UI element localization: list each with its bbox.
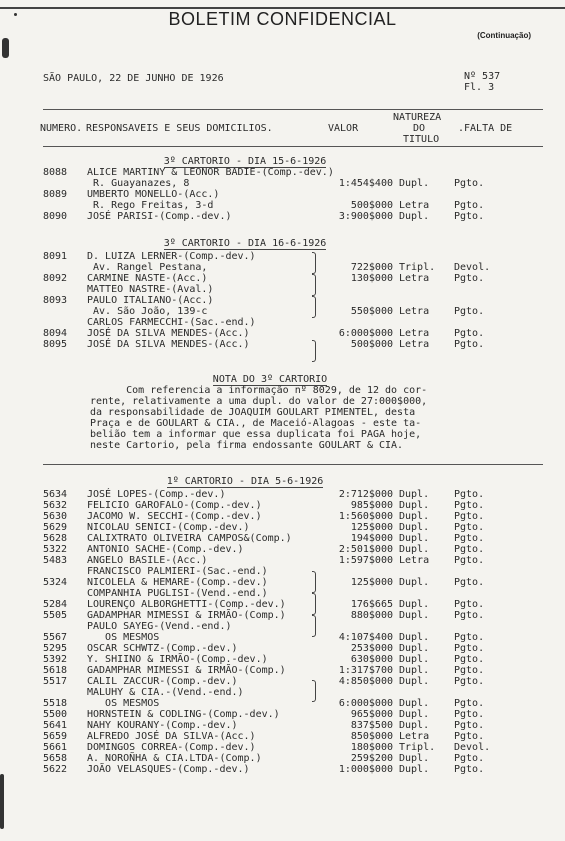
- record-number: 8094: [43, 328, 68, 339]
- record-number: 5630: [43, 511, 68, 522]
- table-row: [0, 654, 565, 665]
- responsible-party: UMBERTO MONELLO-(Acc.): [87, 189, 220, 200]
- protest-reason: Pgto.: [454, 489, 485, 500]
- grouping-brace: [312, 680, 316, 702]
- table-row: [0, 566, 565, 577]
- protest-reason: Pgto.: [454, 522, 485, 533]
- record-number: 8091: [43, 251, 68, 262]
- table-row: [0, 189, 565, 200]
- column-numero: NUMERO.: [40, 123, 83, 134]
- note-line: da responsabilidade de JOAQUIM GOULART PIMENTEL, desta: [90, 407, 416, 418]
- header-rule-top: [43, 109, 543, 110]
- grouping-brace: [312, 571, 316, 593]
- table-row: [0, 643, 565, 654]
- table-row: [0, 577, 565, 588]
- protest-reason: Pgto.: [454, 753, 485, 764]
- amount: 130$000: [350, 273, 393, 284]
- record-number: 8093: [43, 295, 68, 306]
- top-border: [0, 0, 565, 9]
- record-number: 5505: [43, 610, 68, 621]
- record-number: 5628: [43, 533, 68, 544]
- record-number: 5517: [43, 676, 68, 687]
- table-row: [0, 211, 565, 222]
- protest-reason: Pgto.: [454, 698, 485, 709]
- responsible-party: ALFREDO JOSÉ DA SILVA-(Acc.): [87, 731, 256, 742]
- amount: 2:712$000: [338, 489, 393, 500]
- header-rule-bottom: [43, 146, 543, 147]
- protest-reason: Devol.: [454, 742, 491, 753]
- table-row: [0, 676, 565, 687]
- record-number: 8095: [43, 339, 68, 350]
- record-number: 5641: [43, 720, 68, 731]
- protest-reason: Pgto.: [454, 720, 485, 731]
- amount: 1:317$700: [338, 665, 393, 676]
- responsible-party: JOSÉ PARISI-(Comp.-dev.): [87, 211, 232, 222]
- column-valor: VALOR: [328, 123, 359, 134]
- table-row: [0, 178, 565, 189]
- title-type: Dupl.: [399, 533, 430, 544]
- table-row: [0, 742, 565, 753]
- amount: 965$000: [350, 709, 393, 720]
- record-number: 5618: [43, 665, 68, 676]
- binding-mark: [2, 38, 9, 58]
- responsible-party: JOÃO VELASQUES-(Comp.-dev.): [87, 764, 250, 775]
- page-title: BOLETIM CONFIDENCIAL: [168, 9, 397, 29]
- amount: 850$000: [350, 731, 393, 742]
- column-falta: .FALTA DE: [458, 123, 513, 134]
- responsible-party: COMPANHIA PUGLISI-(Vend.-end.): [87, 588, 268, 599]
- note-line: rente, relativamente a uma dupl. do valor de 27:000$000,: [90, 396, 428, 407]
- amount: 2:501$000: [338, 544, 393, 555]
- column-natureza-1: NATUREZA: [393, 112, 442, 123]
- protest-reason: Pgto.: [454, 211, 485, 222]
- table-row: [0, 284, 565, 295]
- record-number: 8090: [43, 211, 68, 222]
- responsible-party: GADAMPHAR MIMESSI & IRMÃO-(Comp.): [87, 610, 286, 621]
- responsible-party: FRANCISCO PALMIERI-(Sac.-end.): [87, 566, 268, 577]
- protest-reason: Pgto.: [454, 709, 485, 720]
- ink-dot: [14, 13, 17, 16]
- responsible-party: PAULO SAYEG-(Vend.-end.): [87, 621, 232, 632]
- title-type: Dupl.: [399, 632, 430, 643]
- note-line: belião tem a informar que essa duplicata foi PAGA hoje,: [90, 429, 422, 440]
- responsible-party: GADAMPHAR MIMESSI & IRMÃO-(Comp.): [87, 665, 286, 676]
- responsible-party: CARMINE NASTE-(Acc.): [87, 273, 208, 284]
- responsible-party: OSCAR SCHWTZ-(Comp.-dev.): [87, 643, 238, 654]
- responsible-party: LOURENÇO ALBORGHETTI-(Comp.-dev.): [87, 599, 286, 610]
- title-type: Dupl.: [399, 753, 430, 764]
- table-row: [0, 588, 565, 599]
- title-type: Dupl.: [399, 764, 430, 775]
- title-type: Letra: [399, 200, 430, 211]
- grouping-brace: [312, 296, 316, 318]
- protest-reason: Pgto.: [454, 511, 485, 522]
- table-row: [0, 251, 565, 262]
- record-number: 5632: [43, 500, 68, 511]
- table-row: [0, 555, 565, 566]
- continuation-label: (Continuação): [477, 31, 531, 40]
- section-heading-3-cartorio-15-text: 3º CARTORIO - DIA 15-6-1926: [163, 156, 327, 167]
- responsible-party: HORNSTEIN & CODLING-(Comp.-dev.): [87, 709, 280, 720]
- table-row: [0, 489, 565, 500]
- table-row: [0, 731, 565, 742]
- title-type: Dupl.: [399, 500, 430, 511]
- city-date: SÃO PAULO, 22 DE JUNHO DE 1926: [43, 73, 224, 84]
- title-type: Dupl.: [399, 544, 430, 555]
- title-type: Letra: [399, 731, 430, 742]
- amount: 630$000: [350, 654, 393, 665]
- responsible-party: R. Rego Freitas, 3-d: [87, 200, 214, 211]
- note-line: neste Cartorio, pela firma endossante GOULART & CIA.: [90, 440, 404, 451]
- protest-reason: Pgto.: [454, 178, 485, 189]
- record-number: 5567: [43, 632, 68, 643]
- responsible-party: CALIL ZACCUR-(Comp.-dev.): [87, 676, 238, 687]
- table-row: [0, 317, 565, 328]
- title-type: Dupl.: [399, 211, 430, 222]
- column-responsaveis: RESPONSAVEIS E SEUS DOMICILIOS.: [86, 123, 273, 134]
- responsible-party: A. NOROÑHA & CIA.LTDA-(Comp.): [87, 753, 262, 764]
- record-number: 8088: [43, 167, 68, 178]
- note-block: [90, 374, 510, 451]
- amount: 722$000: [350, 262, 393, 273]
- protest-reason: Pgto.: [454, 654, 485, 665]
- table-row: [0, 632, 565, 643]
- amount: 1:560$000: [338, 511, 393, 522]
- section-heading-3-cartorio-15: [60, 156, 430, 167]
- protest-reason: Pgto.: [454, 577, 485, 588]
- protest-reason: Pgto.: [454, 764, 485, 775]
- amount: 125$000: [350, 522, 393, 533]
- note-line: Praça e de GOULART & CIA., de Maceió-Alagoas - este ta-: [90, 418, 422, 429]
- responsible-party: NAHY KOURANY-(Comp.-dev.): [87, 720, 238, 731]
- note-heading: NOTA DO 3º CARTORIO: [212, 374, 328, 385]
- amount: 880$000: [350, 610, 393, 621]
- amount: 550$000: [350, 306, 393, 317]
- responsible-party: NICOLELA & HEMARE-(Comp.-dev.): [87, 577, 268, 588]
- record-number: 8092: [43, 273, 68, 284]
- amount: 985$000: [350, 500, 393, 511]
- responsible-party: OS MESMOS: [87, 632, 160, 643]
- column-natureza-2: DO: [413, 123, 426, 134]
- table-row: [0, 544, 565, 555]
- table-row: [0, 306, 565, 317]
- table-row: [0, 720, 565, 731]
- table-row: [0, 511, 565, 522]
- section-heading-1-cartorio-5-text: 1º CARTORIO - DIA 5-6-1926: [166, 476, 324, 487]
- table-row: [0, 687, 565, 698]
- record-number: 5295: [43, 643, 68, 654]
- note-text: [90, 385, 510, 451]
- table-row: [0, 328, 565, 339]
- record-number: 5483: [43, 555, 68, 566]
- title-type: Dupl.: [399, 676, 430, 687]
- grouping-brace: [312, 615, 316, 637]
- title-type: Tripl.: [399, 742, 436, 753]
- responsible-party: D. LUIZA LERNER-(Comp.-dev.): [87, 251, 256, 262]
- section-heading-3-cartorio-16: [60, 238, 430, 249]
- sheet-number: Fl. 3: [464, 82, 495, 93]
- responsible-party: OS MESMOS: [87, 698, 160, 709]
- protest-reason: Pgto.: [454, 643, 485, 654]
- protest-reason: Pgto.: [454, 273, 485, 284]
- protest-reason: Pgto.: [454, 339, 485, 350]
- table-row: [0, 665, 565, 676]
- title-type: Letra: [399, 306, 430, 317]
- note-line: Com referencia a informação nº 8029, de 12 do cor-: [90, 385, 428, 396]
- responsible-party: DOMINGOS CORREA-(Comp.-dev.): [87, 742, 256, 753]
- title-type: Dupl.: [399, 709, 430, 720]
- table-row: [0, 522, 565, 533]
- protest-reason: Pgto.: [454, 632, 485, 643]
- responsible-party: Av. São João, 139-c: [87, 306, 208, 317]
- responsible-party: JOSÉ LOPES-(Comp.-dev.): [87, 489, 226, 500]
- column-natureza-3: TITULO: [403, 134, 440, 145]
- record-number: 5322: [43, 544, 68, 555]
- protest-reason: Pgto.: [454, 200, 485, 211]
- title-type: Dupl.: [399, 599, 430, 610]
- responsible-party: ALICE MARTINY & LEONOR BADIE-(Comp.-dev.): [87, 167, 334, 178]
- record-number: 5518: [43, 698, 68, 709]
- amount: 253$000: [350, 643, 393, 654]
- binding-mark-bottom: [0, 774, 4, 829]
- responsible-party: JACOMO W. SECCHI-(Comp.-dev.): [87, 511, 262, 522]
- amount: 3:900$000: [338, 211, 393, 222]
- record-number: 5629: [43, 522, 68, 533]
- responsible-party: R. Guayanazes, 8: [87, 178, 190, 189]
- title-type: Tripl.: [399, 262, 436, 273]
- title-type: Dupl.: [399, 665, 430, 676]
- responsible-party: CALIXTRATO OLIVEIRA CAMPOS&(Comp.): [87, 533, 292, 544]
- amount: 180$000: [350, 742, 393, 753]
- responsible-party: FELICIO GAROFALO-(Comp.-dev.): [87, 500, 262, 511]
- responsible-party: ANGELO BASILE-(Acc.): [87, 555, 208, 566]
- table-row: [0, 753, 565, 764]
- table-row: [0, 167, 565, 178]
- title-type: Letra: [399, 339, 430, 350]
- table-row: [0, 621, 565, 632]
- title-type: Dupl.: [399, 178, 430, 189]
- amount: 194$000: [350, 533, 393, 544]
- responsible-party: PAULO ITALIANO-(Acc.): [87, 295, 214, 306]
- amount: 6:000$000: [338, 328, 393, 339]
- table-row: [0, 709, 565, 720]
- protest-reason: Pgto.: [454, 544, 485, 555]
- protest-reason: Pgto.: [454, 533, 485, 544]
- table-row: [0, 500, 565, 511]
- table-row: [0, 262, 565, 273]
- title-type: Dupl.: [399, 654, 430, 665]
- amount: 837$500: [350, 720, 393, 731]
- amount: 176$665: [350, 599, 393, 610]
- protest-reason: Pgto.: [454, 731, 485, 742]
- responsible-party: Y. SHIINO & IRMÃO-(Comp.-dev.): [87, 654, 268, 665]
- responsible-party: MATTEO NASTRE-(Aval.): [87, 284, 214, 295]
- record-number: 5284: [43, 599, 68, 610]
- record-number: 5658: [43, 753, 68, 764]
- section-heading-1-cartorio-5: [60, 476, 430, 487]
- title-type: Letra: [399, 273, 430, 284]
- table-row: [0, 698, 565, 709]
- amount: 1:597$000: [338, 555, 393, 566]
- title-type: Dupl.: [399, 610, 430, 621]
- amount: 259$200: [350, 753, 393, 764]
- title-type: Letra: [399, 555, 430, 566]
- record-number: 5324: [43, 577, 68, 588]
- record-number: 5500: [43, 709, 68, 720]
- protest-reason: Pgto.: [454, 676, 485, 687]
- title-type: Dupl.: [399, 720, 430, 731]
- amount: 1:000$000: [338, 764, 393, 775]
- responsible-party: NICOLAU SENICI-(Comp.-dev.): [87, 522, 250, 533]
- protest-reason: Pgto.: [454, 500, 485, 511]
- note-divider: [43, 464, 543, 465]
- protest-reason: Pgto.: [454, 599, 485, 610]
- table-row: [0, 533, 565, 544]
- grouping-brace: [312, 593, 316, 615]
- protest-reason: Pgto.: [454, 306, 485, 317]
- table-row: [0, 273, 565, 284]
- record-number: 5634: [43, 489, 68, 500]
- table-row: [0, 200, 565, 211]
- record-number: 5392: [43, 654, 68, 665]
- protest-reason: Devol.: [454, 262, 491, 273]
- title-type: Dupl.: [399, 577, 430, 588]
- responsible-party: JOSÉ DA SILVA MENDES-(Acc.): [87, 339, 250, 350]
- protest-reason: Pgto.: [454, 555, 485, 566]
- responsible-party: JOSÉ DA SILVA MENDES-(Acc.): [87, 328, 250, 339]
- protest-reason: Pgto.: [454, 328, 485, 339]
- grouping-brace: [312, 252, 316, 274]
- title-type: Dupl.: [399, 511, 430, 522]
- responsible-party: Av. Rangel Pestana,: [87, 262, 208, 273]
- title-type: Dupl.: [399, 489, 430, 500]
- amount: 1:454$400: [338, 178, 393, 189]
- amount: 500$000: [350, 200, 393, 211]
- section-heading-3-cartorio-16-text: 3º CARTORIO - DIA 16-6-1926: [163, 238, 327, 249]
- table-row: [0, 295, 565, 306]
- record-number: 8089: [43, 189, 68, 200]
- responsible-party: MALUHY & CIA.-(Vend.-end.): [87, 687, 244, 698]
- record-number: 5659: [43, 731, 68, 742]
- table-row: [0, 339, 565, 350]
- amount: 125$000: [350, 577, 393, 588]
- record-number: 5661: [43, 742, 68, 753]
- table-row: [0, 610, 565, 621]
- responsible-party: ANTONIO SACHE-(Comp.-dev.): [87, 544, 244, 555]
- amount: 4:107$400: [338, 632, 393, 643]
- protest-reason: Pgto.: [454, 665, 485, 676]
- amount: 4:850$000: [338, 676, 393, 687]
- title-type: Dupl.: [399, 522, 430, 533]
- amount: 6:000$000: [338, 698, 393, 709]
- record-number: 5622: [43, 764, 68, 775]
- protest-reason: Pgto.: [454, 610, 485, 621]
- grouping-brace: [312, 274, 316, 296]
- grouping-brace: [312, 340, 316, 362]
- title-type: Dupl.: [399, 643, 430, 654]
- amount: 500$000: [350, 339, 393, 350]
- title-type: Dupl.: [399, 698, 430, 709]
- table-row: [0, 599, 565, 610]
- table-row: [0, 764, 565, 775]
- responsible-party: CARLOS FARMECCHI-(Sac.-end.): [87, 317, 256, 328]
- title-type: Letra: [399, 328, 430, 339]
- bulletin-number: Nº 537: [464, 71, 501, 82]
